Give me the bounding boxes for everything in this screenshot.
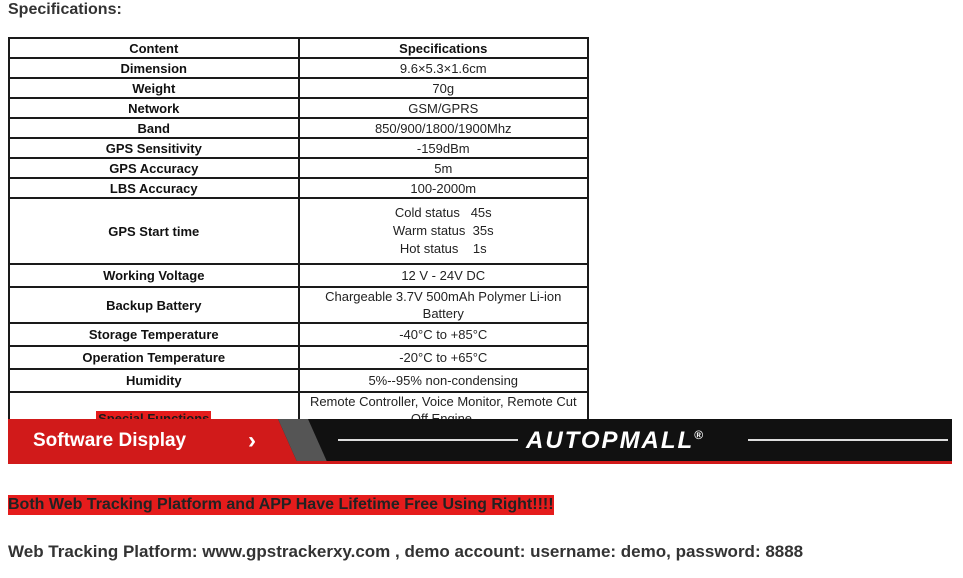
- row-value: -40°C to +85°C: [299, 323, 589, 346]
- table-row: [9, 178, 588, 198]
- row-value: 12 V - 24V DC: [299, 264, 589, 287]
- row-key: Storage Temperature: [9, 323, 299, 346]
- brand-name: AUTOPMALL: [526, 427, 695, 454]
- row-value: 5m: [299, 158, 589, 178]
- row-value: 70g: [299, 78, 589, 98]
- table-row: [9, 58, 588, 78]
- header-content: Content: [9, 38, 299, 58]
- banner-title: Software Display: [33, 430, 187, 451]
- row-value: Chargeable 3.7V 500mAh Polymer Li-ion Battery: [299, 287, 589, 323]
- table-row: [9, 158, 588, 178]
- start-line-warm: Warm status 35s: [392, 223, 494, 238]
- banner-line-right: [748, 439, 948, 441]
- start-line-cold: Cold status 45s: [394, 205, 492, 220]
- row-value: GSM/GPRS: [299, 98, 589, 118]
- banner-line-left: [338, 439, 518, 441]
- table-row: [9, 264, 588, 287]
- table-row: [9, 118, 588, 138]
- specifications-table: [8, 37, 589, 446]
- table-row: [9, 98, 588, 118]
- table-row: [9, 369, 588, 392]
- row-key: Weight: [9, 78, 299, 98]
- registered-mark: ®: [694, 428, 706, 442]
- row-key: Humidity: [9, 369, 299, 392]
- row-value: -159dBm: [299, 138, 589, 158]
- table-row: [9, 323, 588, 346]
- table-row: [9, 346, 588, 369]
- specifications-heading: Specifications:: [8, 1, 122, 18]
- row-key: Network: [9, 98, 299, 118]
- row-value: 9.6×5.3×1.6cm: [299, 58, 589, 78]
- row-value: -20°C to +65°C: [299, 346, 589, 369]
- banner-underline: [8, 461, 952, 464]
- start-line-hot: Hot status 1s: [399, 241, 487, 256]
- row-key: Backup Battery: [9, 287, 299, 323]
- row-key: Working Voltage: [9, 264, 299, 287]
- table-header-row: [9, 38, 588, 58]
- row-key: Dimension: [9, 58, 299, 78]
- row-key: GPS Start time: [9, 198, 299, 264]
- row-key: Operation Temperature: [9, 346, 299, 369]
- software-display-banner: [8, 419, 952, 464]
- row-value: 5%--95% non-condensing: [299, 369, 589, 392]
- brand-logo: [526, 427, 705, 455]
- row-key: Band: [9, 118, 299, 138]
- table-row: [9, 78, 588, 98]
- chevron-right-icon: ›: [248, 427, 256, 454]
- special-line-1: Remote Controller, Voice Monitor, Remote Cut: [309, 394, 577, 409]
- table-row-gps-start: [9, 198, 588, 264]
- row-key: GPS Accuracy: [9, 158, 299, 178]
- row-value-start-time: [299, 198, 589, 264]
- web-tracking-platform-info: Web Tracking Platform: www.gpstrackerxy.com , demo account: username: demo, password: 8888: [8, 542, 804, 561]
- table-row: [9, 287, 588, 323]
- row-value: 100-2000m: [299, 178, 589, 198]
- lifetime-free-notice: Both Web Tracking Platform and APP Have Lifetime Free Using Right!!!!: [8, 496, 554, 513]
- header-specifications: Specifications: [299, 38, 589, 58]
- row-key: GPS Sensitivity: [9, 138, 299, 158]
- row-value: 850/900/1800/1900Mhz: [299, 118, 589, 138]
- table-row: [9, 138, 588, 158]
- row-key: LBS Accuracy: [9, 178, 299, 198]
